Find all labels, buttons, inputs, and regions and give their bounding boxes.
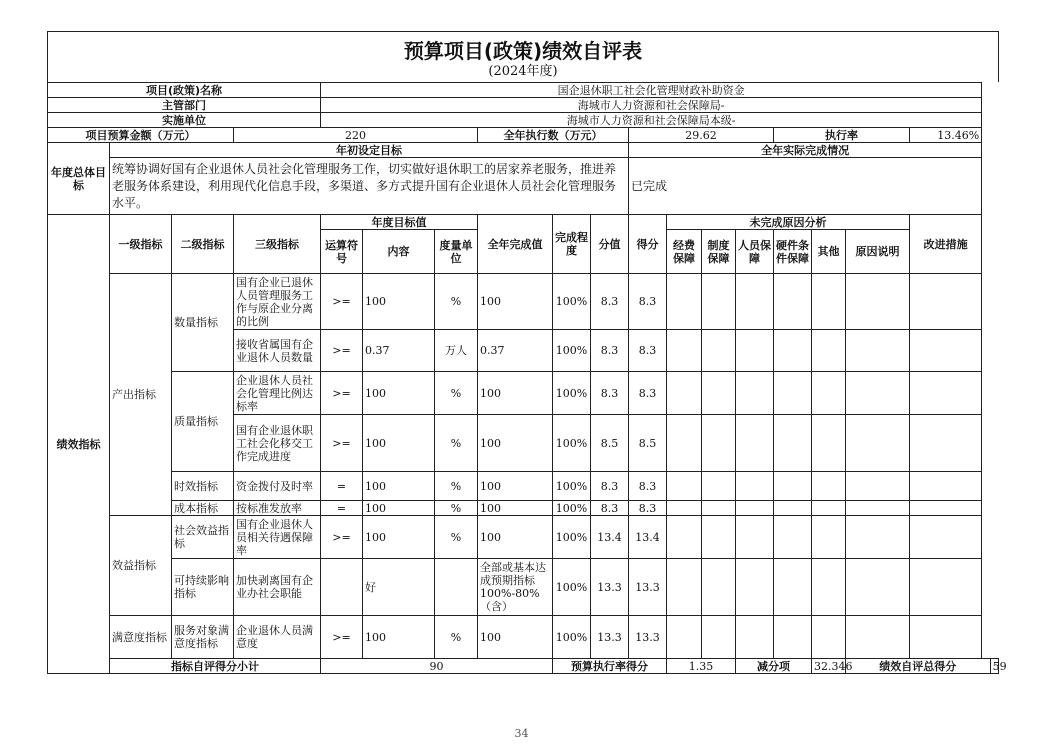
table-row	[48, 372, 999, 415]
header-score-full: 分值	[591, 215, 629, 274]
empty-cell	[774, 330, 812, 372]
empty-cell	[774, 372, 812, 415]
header-unit: 度量单位	[435, 230, 478, 274]
l3-cell: 企业退休人员社会化管理比例达标率	[234, 372, 321, 415]
deduct-label: 减分项	[736, 659, 812, 674]
empty-cell	[846, 330, 910, 372]
degree-cell: 100%	[553, 472, 591, 501]
header-r3: 人员保障	[736, 230, 774, 274]
header-improve: 改进措施	[910, 215, 982, 274]
op-cell: >=	[321, 616, 363, 659]
l2-quantity: 数量指标	[172, 274, 234, 372]
header-reason: 未完成原因分析	[667, 215, 910, 230]
header-op: 运算符号	[321, 230, 363, 274]
empty-cell	[667, 372, 702, 415]
row-indicator-header-1	[48, 215, 999, 230]
perf-indicators-label: 绩效指标	[48, 215, 110, 674]
actual-cell: 0.37	[478, 330, 553, 372]
score-cell: 8.3	[629, 274, 667, 330]
year-subtitle: (2024年度)	[488, 64, 558, 79]
l3-cell: 接收省属国有企业退休人员数量	[234, 330, 321, 372]
empty-cell	[812, 274, 846, 330]
row-unit	[48, 113, 999, 128]
header-r4: 硬件条件保障	[774, 230, 812, 274]
empty-cell	[812, 372, 846, 415]
empty-cell	[910, 501, 982, 516]
l1-output: 产出指标	[110, 274, 172, 516]
deduct-value: 32.346	[812, 659, 846, 674]
content-cell: 100	[363, 516, 435, 559]
l3-cell: 企业退休人员满意度	[234, 616, 321, 659]
header-r1: 经费保障	[667, 230, 702, 274]
unit-value: 海城市人力资源和社会保障局本级-	[321, 113, 982, 128]
op-cell: >=	[321, 415, 363, 472]
content-cell: 0.37	[363, 330, 435, 372]
l2-service: 服务对象满意度指标	[172, 616, 234, 659]
table-row	[48, 501, 999, 516]
empty-cell	[667, 559, 702, 616]
total-value: 59	[990, 659, 998, 674]
empty-cell	[774, 415, 812, 472]
exec-value: 29.62	[629, 128, 774, 143]
unit-cell: %	[435, 472, 478, 501]
row-budget	[48, 128, 999, 143]
l1-satisfaction: 满意度指标	[110, 616, 172, 659]
empty-cell	[910, 274, 982, 330]
empty-cell	[910, 516, 982, 559]
l3-cell: 加快剥离国有企业办社会职能	[234, 559, 321, 616]
empty-cell	[667, 516, 702, 559]
header-r6: 原因说明	[846, 230, 910, 274]
page-title: 预算项目(政策)绩效自评表	[403, 39, 643, 63]
empty-cell	[736, 501, 774, 516]
subtotal-label: 指标自评得分小计	[110, 659, 321, 674]
header-degree: 完成程度	[553, 215, 591, 274]
empty-cell	[812, 415, 846, 472]
title-block	[47, 31, 999, 82]
actual-cell: 100	[478, 472, 553, 501]
row-goal-text	[48, 158, 999, 215]
empty-cell	[846, 372, 910, 415]
unit-cell: %	[435, 274, 478, 330]
score-cell: 8.5	[629, 415, 667, 472]
table-row	[48, 472, 999, 501]
score-cell: 8.3	[629, 372, 667, 415]
empty-cell	[774, 516, 812, 559]
empty-cell	[812, 330, 846, 372]
score-cell: 8.3	[629, 472, 667, 501]
unit-cell	[435, 559, 478, 616]
l3-cell: 资金拨付及时率	[234, 472, 321, 501]
op-cell: >=	[321, 516, 363, 559]
rate-value: 13.46%	[910, 128, 982, 143]
unit-cell: %	[435, 415, 478, 472]
header-l3: 三级指标	[234, 215, 321, 274]
empty-cell	[812, 501, 846, 516]
goal-section-label: 年度总体目标	[48, 143, 110, 215]
full-score-cell: 13.4	[591, 516, 629, 559]
empty-cell	[846, 472, 910, 501]
score-cell: 13.3	[629, 616, 667, 659]
project-name-label: 项目(政策)名称	[48, 83, 321, 98]
empty-cell	[846, 616, 910, 659]
rate-label: 执行率	[774, 128, 910, 143]
empty-cell	[774, 274, 812, 330]
empty-cell	[736, 516, 774, 559]
degree-cell: 100%	[553, 274, 591, 330]
budget-value: 220	[234, 128, 478, 143]
degree-cell: 100%	[553, 616, 591, 659]
header-actual: 全年完成值	[478, 215, 553, 274]
score-cell: 13.3	[629, 559, 667, 616]
empty-cell	[667, 616, 702, 659]
empty-cell	[736, 415, 774, 472]
empty-cell	[774, 616, 812, 659]
degree-cell: 100%	[553, 501, 591, 516]
content-cell: 100	[363, 472, 435, 501]
empty-cell	[846, 559, 910, 616]
actual-cell: 100	[478, 415, 553, 472]
empty-cell	[910, 415, 982, 472]
unit-cell: %	[435, 616, 478, 659]
unit-cell: %	[435, 372, 478, 415]
content-cell: 100	[363, 415, 435, 472]
empty-cell	[736, 274, 774, 330]
total-label: 绩效自评总得分	[846, 659, 991, 674]
content-cell: 100	[363, 501, 435, 516]
unit-cell: 万人	[435, 330, 478, 372]
dept-label: 主管部门	[48, 98, 321, 113]
table-row	[48, 559, 999, 616]
empty-cell	[667, 472, 702, 501]
unit-label: 实施单位	[48, 113, 321, 128]
empty-cell	[702, 274, 736, 330]
degree-cell: 100%	[553, 559, 591, 616]
goal-header: 年初设定目标	[110, 143, 629, 158]
row-dept	[48, 98, 999, 113]
dept-value: 海城市人力资源和社会保障局-	[321, 98, 982, 113]
l2-social: 社会效益指标	[172, 516, 234, 559]
table-row	[48, 274, 999, 330]
header-l1: 一级指标	[110, 215, 172, 274]
actual-cell: 100	[478, 616, 553, 659]
actual-cell: 100	[478, 516, 553, 559]
empty-cell	[910, 472, 982, 501]
full-score-cell: 13.3	[591, 559, 629, 616]
unit-cell: %	[435, 516, 478, 559]
degree-cell: 100%	[553, 516, 591, 559]
subtotal-value: 90	[321, 659, 553, 674]
full-score-cell: 8.3	[591, 274, 629, 330]
l2-cost: 成本指标	[172, 501, 234, 516]
empty-cell	[736, 330, 774, 372]
content-cell: 好	[363, 559, 435, 616]
empty-cell	[702, 516, 736, 559]
degree-cell: 100%	[553, 415, 591, 472]
score-cell: 13.4	[629, 516, 667, 559]
empty-cell	[667, 330, 702, 372]
l2-sustain: 可持续影响指标	[172, 559, 234, 616]
empty-cell	[702, 330, 736, 372]
l3-cell: 国有企业退休职工社会化移交工作完成进度	[234, 415, 321, 472]
project-name-value: 国企退休职工社会化管理财政补助资金	[321, 83, 982, 98]
empty-cell	[846, 501, 910, 516]
empty-cell	[702, 616, 736, 659]
degree-cell: 100%	[553, 372, 591, 415]
op-cell: >=	[321, 274, 363, 330]
full-score-cell: 13.3	[591, 616, 629, 659]
empty-cell	[846, 274, 910, 330]
empty-cell	[736, 472, 774, 501]
empty-cell	[910, 372, 982, 415]
empty-cell	[910, 330, 982, 372]
empty-cell	[667, 501, 702, 516]
score-cell: 8.3	[629, 501, 667, 516]
exec-label: 全年执行数（万元）	[478, 128, 629, 143]
empty-cell	[667, 415, 702, 472]
empty-cell	[736, 616, 774, 659]
actual-cell: 100	[478, 372, 553, 415]
score-cell: 8.3	[629, 330, 667, 372]
l3-cell: 按标准发放率	[234, 501, 321, 516]
empty-cell	[702, 559, 736, 616]
table-row	[48, 516, 999, 559]
l3-cell: 国有企业退休人员相关待遇保障率	[234, 516, 321, 559]
actual-header: 全年实际完成情况	[629, 143, 982, 158]
row-project-name	[48, 83, 999, 98]
empty-cell	[702, 372, 736, 415]
header-score: 得分	[629, 215, 667, 274]
empty-cell	[736, 372, 774, 415]
header-content: 内容	[363, 230, 435, 274]
empty-cell	[667, 274, 702, 330]
l2-timeliness: 时效指标	[172, 472, 234, 501]
empty-cell	[812, 559, 846, 616]
content-cell: 100	[363, 274, 435, 330]
op-cell: >=	[321, 372, 363, 415]
content-cell: 100	[363, 616, 435, 659]
empty-cell	[702, 415, 736, 472]
header-r2: 制度保障	[702, 230, 736, 274]
full-score-cell: 8.3	[591, 372, 629, 415]
op-cell: >=	[321, 330, 363, 372]
full-score-cell: 8.3	[591, 501, 629, 516]
header-l2: 二级指标	[172, 215, 234, 274]
empty-cell	[774, 472, 812, 501]
budget-label: 项目预算金额（万元）	[48, 128, 234, 143]
l3-cell: 国有企业已退休人员管理服务工作与原企业分离的比例	[234, 274, 321, 330]
empty-cell	[702, 472, 736, 501]
empty-cell	[774, 501, 812, 516]
evaluation-table	[47, 82, 1007, 674]
header-r5: 其他	[812, 230, 846, 274]
degree-cell: 100%	[553, 330, 591, 372]
l1-benefit: 效益指标	[110, 516, 172, 616]
actual-cell: 100	[478, 274, 553, 330]
empty-cell	[812, 472, 846, 501]
l2-quality: 质量指标	[172, 372, 234, 472]
full-score-cell: 8.5	[591, 415, 629, 472]
actual-cell: 100	[478, 501, 553, 516]
content-cell: 100	[363, 372, 435, 415]
page-number: 34	[514, 727, 529, 740]
empty-cell	[910, 559, 982, 616]
empty-cell	[846, 516, 910, 559]
full-score-cell: 8.3	[591, 330, 629, 372]
empty-cell	[774, 559, 812, 616]
goal-text: 统筹协调好国有企业退休人员社会化管理服务工作，切实做好退休职工的居家养老服务，推进养老服务体系建设，利用现代化信息手段，多渠道、多方式提升国有企业退休人员社会化管理服务水平。	[110, 158, 629, 215]
full-score-cell: 8.3	[591, 472, 629, 501]
op-cell: =	[321, 472, 363, 501]
exec-score-label: 预算执行率得分	[553, 659, 667, 674]
table-row	[48, 616, 999, 659]
exec-score-value: 1.35	[667, 659, 736, 674]
empty-cell	[846, 415, 910, 472]
evaluation-sheet	[47, 31, 1007, 674]
actual-cell: 全部或基本达成预期指标100%-80%（含）	[478, 559, 553, 616]
empty-cell	[910, 616, 982, 659]
op-cell: =	[321, 501, 363, 516]
row-footer	[48, 659, 999, 674]
header-year-target: 年度目标值	[321, 215, 478, 230]
op-cell	[321, 559, 363, 616]
empty-cell	[812, 616, 846, 659]
empty-cell	[736, 559, 774, 616]
empty-cell	[702, 501, 736, 516]
empty-cell	[812, 516, 846, 559]
unit-cell: %	[435, 501, 478, 516]
row-goal-header	[48, 143, 999, 158]
actual-text: 已完成	[629, 158, 982, 215]
